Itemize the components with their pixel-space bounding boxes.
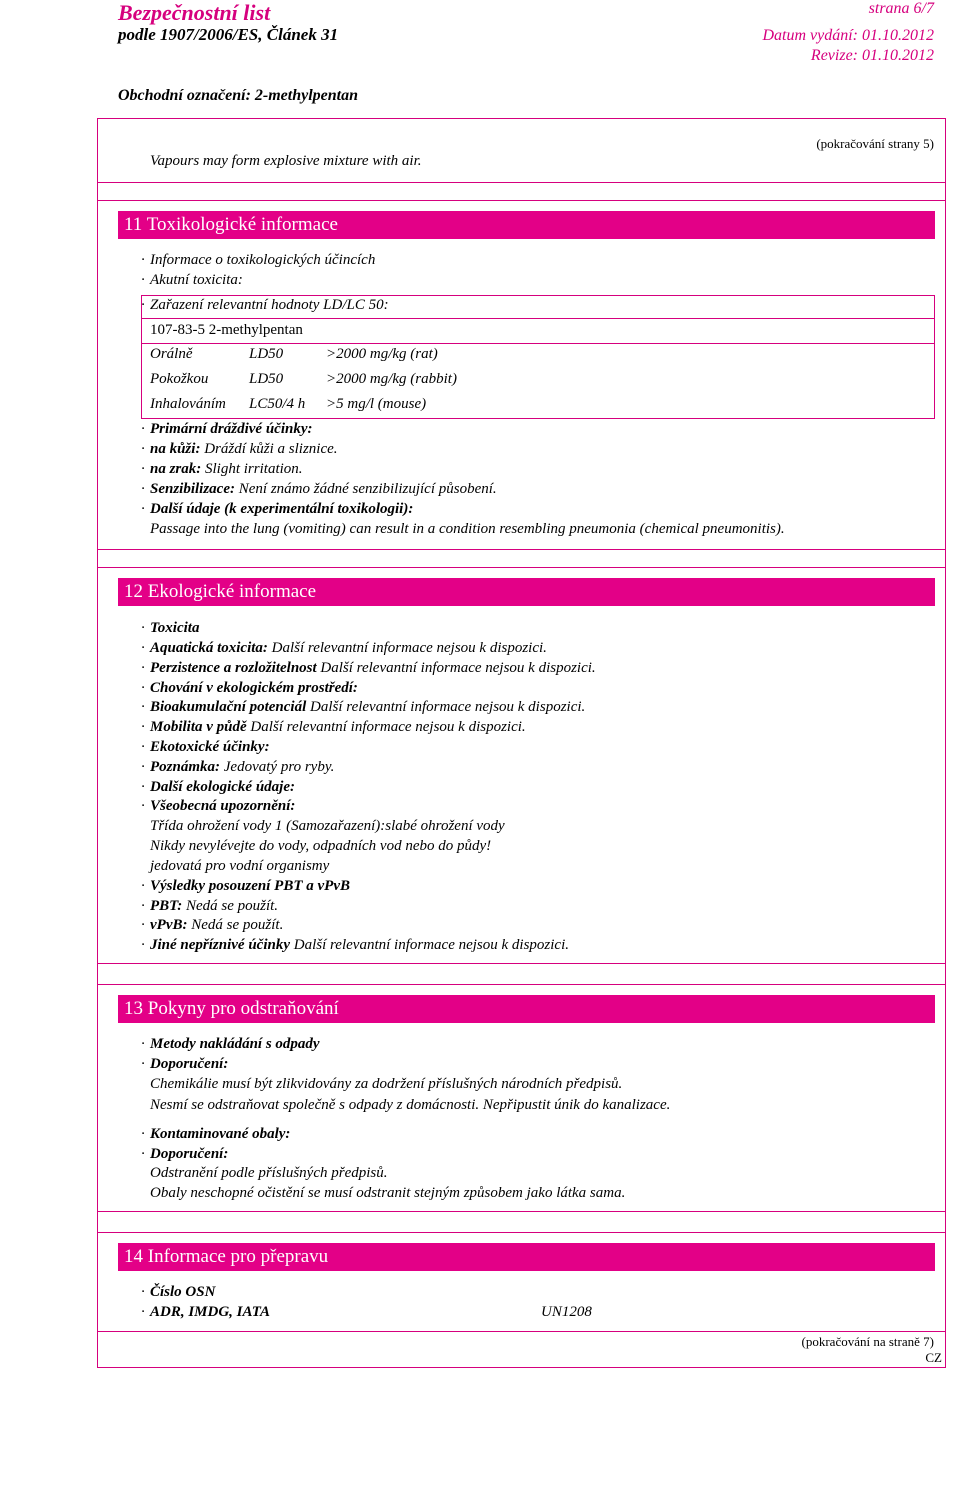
general-note-3: jedovatá pro vodní organismy xyxy=(150,858,330,874)
skin-line: · na kůži: Dráždí kůži a sliznice. xyxy=(141,441,338,457)
issue-date: Datum vydání: 01.10.2012 xyxy=(762,27,934,44)
route-inhalation: Inhalováním xyxy=(150,396,226,412)
section-12-header xyxy=(118,578,935,606)
recommendation-1-line: · Doporučení: xyxy=(141,1056,229,1072)
note-line: · Poznámka: Jedovatý pro ryby. xyxy=(141,759,335,775)
recommendation-1-text-2: Nesmí se odstraňovat společně s odpady z domácnosti. Nepřipustit únik do kanalizace. xyxy=(150,1097,671,1113)
ecotox-line: · Ekotoxické účinky: xyxy=(141,739,270,755)
other-tox-text: Passage into the lung (vomiting) can result in a condition resembling pneumonia (chemical pneumonitis). xyxy=(150,521,785,537)
value-oral: >2000 mg/kg (rat) xyxy=(326,346,438,362)
section-11-title: 11 Toxikologické informace xyxy=(124,214,338,235)
further-eco-line: · Další ekologické údaje: xyxy=(141,779,295,795)
section-14-header xyxy=(118,1243,935,1271)
eye-line: · na zrak: Slight irritation. xyxy=(141,461,303,477)
page-number: strana 6/7 xyxy=(868,0,934,17)
trade-name: Obchodní označení: 2-methylpentan xyxy=(118,87,359,104)
other-effects-line: · Jiné nepříznivé účinky Další relevantní informace nejsou k dispozici. xyxy=(141,937,570,953)
waste-methods-line: · Metody nakládání s odpady xyxy=(141,1036,320,1052)
type-oral: LD50 xyxy=(249,346,284,362)
route-dermal: Pokožkou xyxy=(150,371,209,387)
section-14-title: 14 Informace pro přepravu xyxy=(124,1246,329,1267)
tox-info-line: · Informace o toxikologických účincích xyxy=(141,252,376,268)
recommendation-2-text-1: Odstranění podle příslušných předpisů. xyxy=(150,1165,388,1181)
value-inhalation: >5 mg/l (mouse) xyxy=(326,396,427,412)
persistence-line: · Perzistence a rozložitelnost Další relevantní informace nejsou k dispozici. xyxy=(141,660,596,676)
other-tox-line: · Další údaje (k experimentální toxikologii): xyxy=(141,501,414,517)
continued-to: (pokračování na straně 7) xyxy=(801,1334,934,1349)
regulation-subtitle: podle 1907/2006/ES, Článek 31 xyxy=(118,25,339,44)
continued-from: (pokračování strany 5) xyxy=(816,136,934,151)
acute-toxicity-line: · Akutní toxicita: xyxy=(141,272,243,288)
value-dermal: >2000 mg/kg (rabbit) xyxy=(326,371,457,387)
primary-irritant-line: · Primární dráždivé účinky: xyxy=(141,421,313,437)
section-12-title: 12 Ekologické informace xyxy=(124,581,317,602)
section-13-header xyxy=(118,995,935,1023)
pbt-line: · PBT: Nedá se použít. xyxy=(141,898,279,914)
substance-name: 107-83-5 2-methylpentan xyxy=(150,322,303,338)
document-title: Bezpečnostní list xyxy=(118,0,271,25)
section-11-header xyxy=(118,211,935,239)
packaging-line: · Kontaminované obaly: xyxy=(141,1126,291,1142)
previous-section-tail: Vapours may form explosive mixture with air. xyxy=(150,153,422,169)
general-note-2: Nikdy nevylévejte do vody, odpadních vod nebo do půdy! xyxy=(150,838,492,854)
general-notes-line: · Všeobecná upozornění: xyxy=(141,798,296,814)
mobility-line: · Mobilita v půdě Další relevantní informace nejsou k dispozici. xyxy=(141,719,526,735)
recommendation-1-text-1: Chemikálie musí být zlikvidovány za dodržení příslušných národních předpisů. xyxy=(150,1076,623,1092)
vpvb-line: · vPvB: Nedá se použít. xyxy=(141,917,284,933)
un-number-value: UN1208 xyxy=(541,1304,592,1320)
behaviour-line: · Chování v ekologickém prostředí: xyxy=(141,680,358,696)
classification-line: · Zařazení relevantní hodnoty LD/LC 50: xyxy=(141,297,389,313)
aquatic-line: · Aquatická toxicita: Další relevantní informace nejsou k dispozici. xyxy=(141,640,547,656)
language-code: CZ xyxy=(925,1350,942,1365)
type-inhalation: LC50/4 h xyxy=(249,396,306,412)
toxicity-line: · Toxicita xyxy=(141,620,200,636)
transport-line: · ADR, IMDG, IATA xyxy=(141,1304,271,1320)
recommendation-2-text-2: Obaly neschopné očistění se musí odstranit stejným způsobem jako látka sama. xyxy=(150,1185,626,1201)
bioaccumulation-line: · Bioakumulační potenciál Další relevantní informace nejsou k dispozici. xyxy=(141,699,586,715)
type-dermal: LD50 xyxy=(249,371,284,387)
pbt-title-line: · Výsledky posouzení PBT a vPvB xyxy=(141,878,350,894)
revision-date: Revize: 01.10.2012 xyxy=(810,47,934,64)
route-oral: Orálně xyxy=(150,346,193,362)
sensitisation-line: · Senzibilizace: Není známo žádné senzibilizující působení. xyxy=(141,481,497,497)
un-number-line: · Číslo OSN xyxy=(141,1284,216,1300)
general-note-1: Třída ohrožení vody 1 (Samozařazení):slabé ohrožení vody xyxy=(150,818,505,834)
recommendation-2-line: · Doporučení: xyxy=(141,1146,229,1162)
section-13-title: 13 Pokyny pro odstraňování xyxy=(124,998,339,1019)
